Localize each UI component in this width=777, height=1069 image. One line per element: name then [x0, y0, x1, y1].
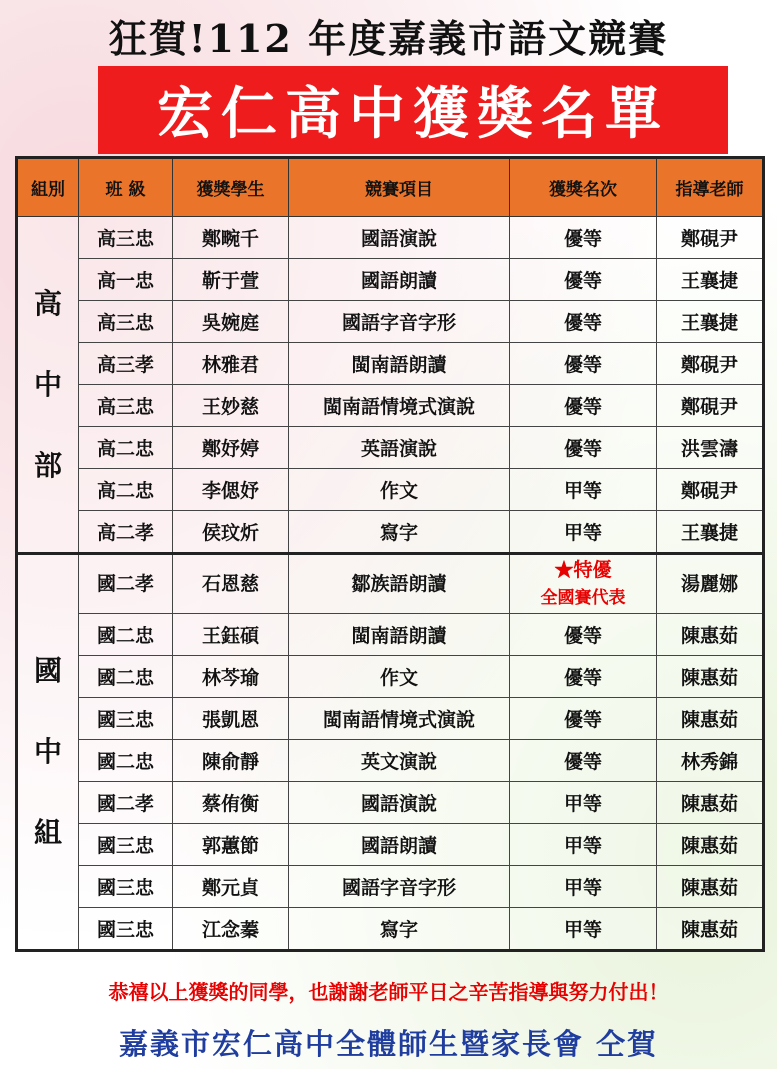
group-label-char: 國 — [33, 654, 62, 687]
header-rank: 獲獎名次 — [510, 158, 657, 217]
cell-student: 吳婉庭 — [173, 301, 289, 343]
cell-class: 國二忠 — [79, 613, 173, 655]
group-label-char: 高 — [33, 286, 62, 320]
cell-teacher: 王襄捷 — [657, 301, 764, 343]
cell-rank: 優等 — [510, 697, 657, 739]
national-representative: 全國賽代表 — [540, 588, 626, 609]
cell-rank: 優等 — [510, 259, 657, 301]
table-row — [17, 907, 764, 950]
cell-student: 林雅君 — [173, 343, 289, 385]
cell-student: 鄭畹千 — [173, 217, 289, 259]
table-row — [17, 655, 764, 697]
cell-teacher: 鄭硯尹 — [657, 343, 764, 385]
cell-rank: 甲等 — [510, 469, 657, 511]
table-row — [17, 217, 764, 259]
cell-teacher: 鄭硯尹 — [657, 217, 764, 259]
cell-class: 高一忠 — [79, 259, 173, 301]
cell-teacher: 陳惠茹 — [657, 865, 764, 907]
cell-class: 高三忠 — [79, 301, 173, 343]
header-teacher: 指導老師 — [657, 158, 764, 217]
special-rank: ★特優 — [554, 559, 612, 581]
table-header-row — [17, 158, 764, 217]
header-group: 組別 — [17, 158, 79, 217]
cell-class: 國二忠 — [79, 655, 173, 697]
cell-class: 高三孝 — [79, 343, 173, 385]
cell-event: 國語演說 — [289, 217, 510, 259]
cell-event: 寫字 — [289, 511, 510, 554]
cell-teacher: 鄭硯尹 — [657, 469, 764, 511]
cell-teacher: 王襄捷 — [657, 259, 764, 301]
cell-rank-special — [510, 554, 657, 614]
cell-class: 高二忠 — [79, 469, 173, 511]
footer-signature: 嘉義市宏仁高中全體師生暨家長會 仝賀 — [118, 1027, 659, 1061]
table-row — [17, 385, 764, 427]
page-title: 狂賀!112 年度嘉義市語文競賽 — [108, 16, 669, 61]
cell-class: 高二忠 — [79, 427, 173, 469]
cell-student: 石恩慈 — [173, 554, 289, 614]
table-row — [17, 511, 764, 554]
cell-teacher: 陳惠茹 — [657, 781, 764, 823]
cell-event: 閩南語朗讀 — [289, 343, 510, 385]
group-label — [17, 217, 79, 554]
congrats-message: 恭禧以上獲獎的同學，也謝謝老師平日之辛苦指導與努力付出！ — [108, 980, 669, 1004]
cell-event: 國語字音字形 — [289, 865, 510, 907]
cell-teacher: 陳惠茹 — [657, 907, 764, 950]
cell-event: 閩南語情境式演說 — [289, 697, 510, 739]
table-row — [17, 823, 764, 865]
cell-rank: 甲等 — [510, 907, 657, 950]
cell-teacher: 陳惠茹 — [657, 613, 764, 655]
cell-rank: 優等 — [510, 217, 657, 259]
cell-teacher: 湯麗娜 — [657, 554, 764, 614]
cell-teacher: 陳惠茹 — [657, 823, 764, 865]
cell-event: 英語演說 — [289, 427, 510, 469]
group-label-char: 中 — [33, 367, 62, 401]
cell-event: 國語朗讀 — [289, 823, 510, 865]
cell-student: 李偲妤 — [173, 469, 289, 511]
table-row — [17, 697, 764, 739]
table-row — [17, 301, 764, 343]
cell-event: 英文演說 — [289, 739, 510, 781]
cell-class: 國二孝 — [79, 781, 173, 823]
cell-teacher: 林秀錦 — [657, 739, 764, 781]
banner-text: 宏仁高中獲獎名單 — [157, 81, 669, 147]
cell-event: 閩南語情境式演說 — [289, 385, 510, 427]
cell-student: 靳于萱 — [173, 259, 289, 301]
cell-rank: 優等 — [510, 343, 657, 385]
cell-class: 國二忠 — [79, 739, 173, 781]
cell-rank: 優等 — [510, 427, 657, 469]
cell-class: 高三忠 — [79, 217, 173, 259]
cell-student: 蔡侑衡 — [173, 781, 289, 823]
cell-student: 王鈺碩 — [173, 613, 289, 655]
cell-teacher: 陳惠茹 — [657, 697, 764, 739]
cell-rank: 優等 — [510, 613, 657, 655]
cell-class: 國三忠 — [79, 823, 173, 865]
cell-event: 作文 — [289, 655, 510, 697]
cell-teacher: 陳惠茹 — [657, 655, 764, 697]
cell-rank: 甲等 — [510, 781, 657, 823]
cell-student: 林芩瑜 — [173, 655, 289, 697]
cell-class: 國三忠 — [79, 697, 173, 739]
cell-teacher: 鄭硯尹 — [657, 385, 764, 427]
cell-rank: 優等 — [510, 301, 657, 343]
cell-student: 鄭元貞 — [173, 865, 289, 907]
table-row — [17, 781, 764, 823]
cell-event: 寫字 — [289, 907, 510, 950]
cell-rank: 優等 — [510, 739, 657, 781]
table-row — [17, 613, 764, 655]
cell-class: 高二孝 — [79, 511, 173, 554]
cell-student: 侯玟炘 — [173, 511, 289, 554]
table-row — [17, 554, 764, 614]
cell-rank: 甲等 — [510, 823, 657, 865]
header-student: 獲獎學生 — [173, 158, 289, 217]
table-row — [17, 343, 764, 385]
cell-student: 王妙慈 — [173, 385, 289, 427]
cell-event: 閩南語朗讀 — [289, 613, 510, 655]
cell-teacher: 洪雲濤 — [657, 427, 764, 469]
cell-event: 作文 — [289, 469, 510, 511]
cell-student: 郭蕙節 — [173, 823, 289, 865]
group-label — [17, 554, 79, 951]
group-label-char: 部 — [33, 449, 62, 483]
cell-rank: 甲等 — [510, 511, 657, 554]
cell-event: 國語演說 — [289, 781, 510, 823]
group-label-char: 組 — [33, 816, 62, 850]
cell-student: 陳俞靜 — [173, 739, 289, 781]
cell-rank: 優等 — [510, 385, 657, 427]
cell-class: 高三忠 — [79, 385, 173, 427]
school-banner — [98, 66, 728, 154]
table-row — [17, 427, 764, 469]
award-table — [15, 156, 765, 952]
cell-class: 國三忠 — [79, 907, 173, 950]
table-row — [17, 739, 764, 781]
table-row — [17, 469, 764, 511]
cell-teacher: 王襄捷 — [657, 511, 764, 554]
cell-student: 張凱恩 — [173, 697, 289, 739]
group-label-char: 中 — [33, 735, 62, 769]
cell-class: 國二孝 — [79, 554, 173, 614]
table-row — [17, 865, 764, 907]
cell-class: 國三忠 — [79, 865, 173, 907]
cell-student: 江念蓁 — [173, 907, 289, 950]
header-class: 班 級 — [79, 158, 173, 217]
cell-event: 鄒族語朗讀 — [289, 554, 510, 614]
cell-student: 鄭妤婷 — [173, 427, 289, 469]
cell-rank: 優等 — [510, 655, 657, 697]
cell-event: 國語朗讀 — [289, 259, 510, 301]
header-event: 競賽項目 — [289, 158, 510, 217]
cell-rank: 甲等 — [510, 865, 657, 907]
cell-event: 國語字音字形 — [289, 301, 510, 343]
table-row — [17, 259, 764, 301]
